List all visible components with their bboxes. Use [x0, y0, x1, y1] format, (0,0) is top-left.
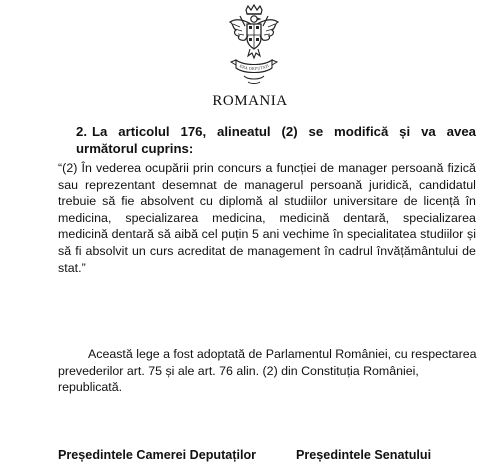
coat-of-arms-emblem — [226, 4, 282, 92]
adoption-note: Această lege a fost adoptată de Parlamentul României, cu respectarea prevederilor art. 75 și ale art. 76 alin. (2) din Constituția României, republicată. — [58, 347, 477, 395]
signature-chamber-president: Președintele Camerei Deputaților — [58, 448, 257, 462]
emblem-ribbon-text: ERA DEPUTAȚI — [238, 63, 270, 71]
amendment-heading — [76, 124, 476, 157]
amendment-number: 2. — [76, 124, 87, 139]
amendment-heading-text: La articolul 176, alineatul (2) se modifică și va avea următorul cuprins: — [76, 124, 476, 156]
signature-senate-president: Președintele Senatului — [296, 448, 432, 462]
amended-paragraph-text: “(2) În vederea ocupării prin concurs a funcției de manager persoană fizică sau reprezentant desemnat de managerul persoană juridică, candidatul trebuie să fie absolvent cu diplomă al studiilor universitare de licență în medicina, specializarea medicina, medicină dentară, specializarea medicină dentară să aibă cel puțin 5 ani vechime în specialitatea studiilor și să fi absolvit un curs acreditat de management în cadrul învățământului de stat.” — [58, 161, 476, 275]
country-name: ROMANIA — [212, 93, 288, 109]
